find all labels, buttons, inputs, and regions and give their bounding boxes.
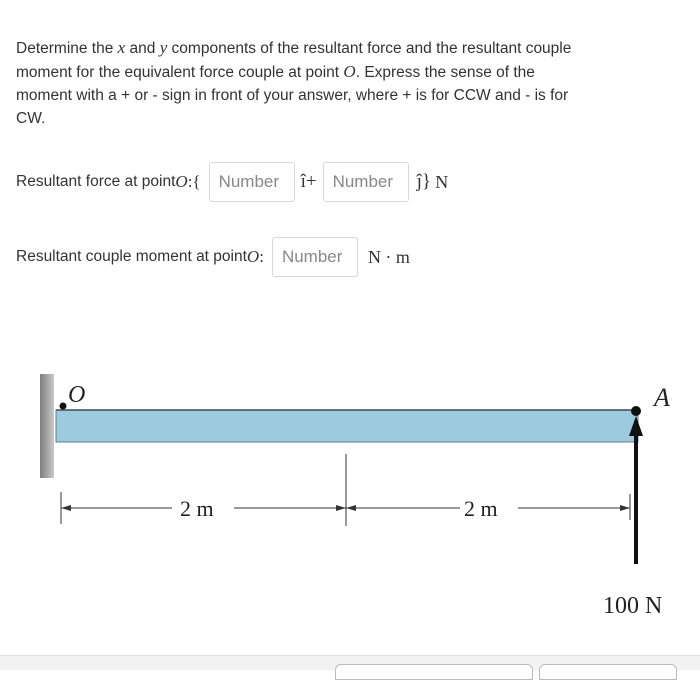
label-o: O [68,382,86,408]
beam-figure [0,360,700,620]
force-x-input[interactable] [209,162,295,202]
resultant-force-row [16,162,448,202]
resultant-force-label: Resultant force at point [16,173,176,190]
force-unit: N [435,171,449,192]
resultant-moment-label: Resultant couple moment at point [16,248,247,265]
j-hat-symbol: ĵ} [416,171,431,192]
colon-brace: :{ [187,172,201,191]
resultant-moment-row [16,237,410,277]
point-a-marker [631,406,641,416]
i-hat-symbol: î [300,171,306,192]
plus-symbol: + [305,171,317,192]
toolbar-button-left[interactable] [335,664,533,680]
dimension-label-1: 2 m [180,496,214,521]
beam [56,410,638,442]
var-y: y [159,38,168,57]
label-a: A [654,383,670,412]
force-label: 100 N [603,593,663,619]
wall-support [40,374,54,478]
var-x: x [117,38,126,57]
colon: : [259,247,264,266]
toolbar-button-right[interactable] [539,664,677,680]
moment-unit: N · m [367,246,410,267]
dimension-label-2: 2 m [464,496,498,521]
point-o-marker [60,403,67,410]
point-o-label: O [246,247,260,266]
question-text: Determine the x and y components of the resultant force and the resultant couple moment for the equivalent force couple at point O. Express the sense of the moment with a + or - sign in front of your answer, where + is for CCW and - is for CW. [16,38,572,127]
point-o-label: O [175,172,188,191]
moment-input[interactable] [272,237,358,277]
point-o: O [343,62,356,81]
force-y-input[interactable] [323,162,409,202]
